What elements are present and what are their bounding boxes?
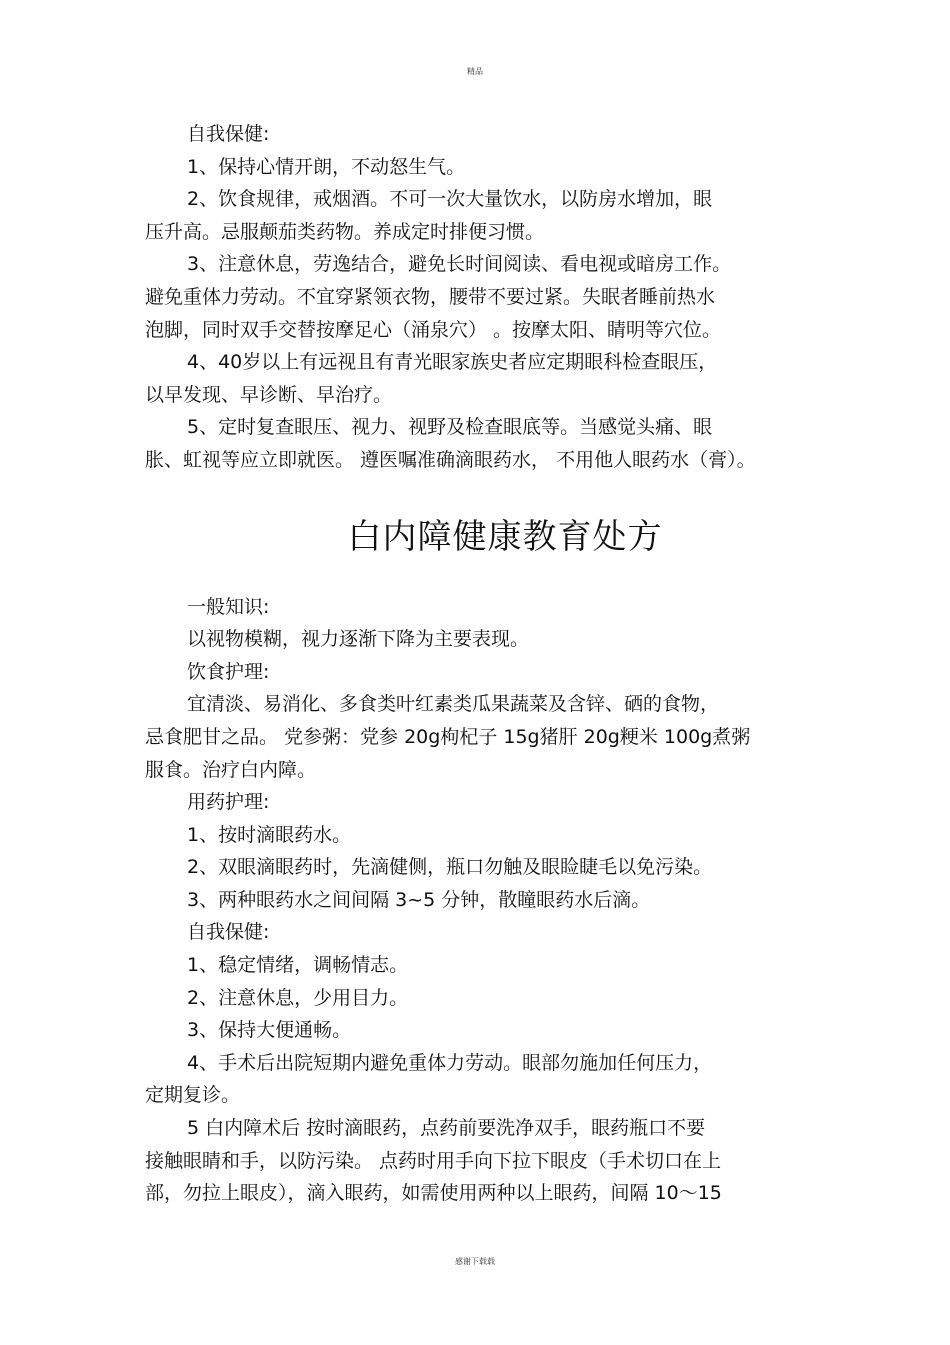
- section-heading-diet: 饮食护理:: [187, 660, 270, 683]
- paragraph-line: 4、手术后出院短期内避免重体力劳动。眼部勿施加任何压力，: [187, 1051, 713, 1074]
- section-heading-self-care: 自我保健:: [187, 921, 270, 944]
- document-body: [145, 118, 825, 1210]
- paragraph-line: 3、注意休息，劳逸结合，避免长时间阅读、看电视或暗房工作。: [187, 253, 732, 276]
- paragraph-line: 1、保持心情开朗，不动怒生气。: [187, 155, 466, 178]
- paragraph-line: 5 白内障术后 按时滴眼药，点药前要洗净双手，眼药瓶口不要: [187, 1117, 706, 1140]
- paragraph-line: 避免重体力劳动。不宜穿紧领衣物，腰带不要过紧。失眠者睡前热水: [145, 285, 716, 308]
- paragraph-line: 忌食肥甘之品。 党参粥：党参 20g枸杞子 15g猪肝 20g粳米 100g煮粥: [145, 725, 751, 748]
- section-heading-general: 一般知识:: [187, 595, 270, 618]
- paragraph-line: 2、双眼滴眼药时，先滴健侧，瓶口勿触及眼睑睫毛以免污染。: [187, 856, 713, 879]
- paragraph-line: 泡脚，同时双手交替按摩足心（涌泉穴） 。按摩太阳、睛明等穴位。: [145, 318, 722, 341]
- paragraph-line: 2、注意休息，少用目力。: [187, 986, 409, 1009]
- section-heading-self-care: 自我保健:: [187, 123, 270, 145]
- paragraph-line: 接触眼睛和手，以防污染。 点药时用手向下拉下眼皮（手术切口在上: [145, 1149, 722, 1172]
- paragraph-line: 3、保持大便通畅。: [187, 1019, 352, 1042]
- section-heading-medication: 用药护理:: [187, 791, 270, 814]
- document-title: 白内障健康教育处方: [347, 516, 663, 557]
- paragraph-line: 1、按时滴眼药水。: [187, 823, 352, 846]
- paragraph-line: 1、稳定情绪，调畅情志。: [187, 954, 409, 977]
- paragraph-line: 以视物模糊，视力逐渐下降为主要表现。: [187, 628, 530, 651]
- paragraph-line: 服食。治疗白内障。: [145, 758, 317, 781]
- paragraph-line: 5、定时复查眼压、视力、视野及检查眼底等。当感觉头痛、眼: [187, 416, 713, 439]
- paragraph-line: 以早发现、早诊断、早治疗。: [145, 383, 393, 406]
- paragraph-line: 3、两种眼药水之间间隔 3~5 分钟，散瞳眼药水后滴。: [187, 888, 651, 911]
- paragraph-line: 定期复诊。: [145, 1084, 241, 1107]
- paragraph-line: 部，勿拉上眼皮），滴入眼药，如需使用两种以上眼药，间隔 10～15: [145, 1182, 722, 1205]
- paragraph-line: 压升高。忌服颠茄类药物。养成定时排便习惯。: [145, 220, 545, 243]
- paragraph-line: 胀、虹视等应立即就医。 遵医嘱准确滴眼药水， 不用他人眼药水（膏）。: [145, 448, 756, 471]
- paragraph-line: 4、40岁以上有远视且有青光眼家族史者应定期眼科检查眼压，: [187, 351, 718, 374]
- page-footer: 感谢下载载: [455, 1257, 495, 1266]
- page-header: 精品: [467, 67, 483, 76]
- paragraph-line: 2、饮食规律，戒烟酒。不可一次大量饮水，以防房水增加，眼: [187, 188, 713, 211]
- paragraph-line: 宜清淡、易消化、多食类叶红素类瓜果蔬菜及含锌、硒的食物，: [187, 693, 720, 716]
